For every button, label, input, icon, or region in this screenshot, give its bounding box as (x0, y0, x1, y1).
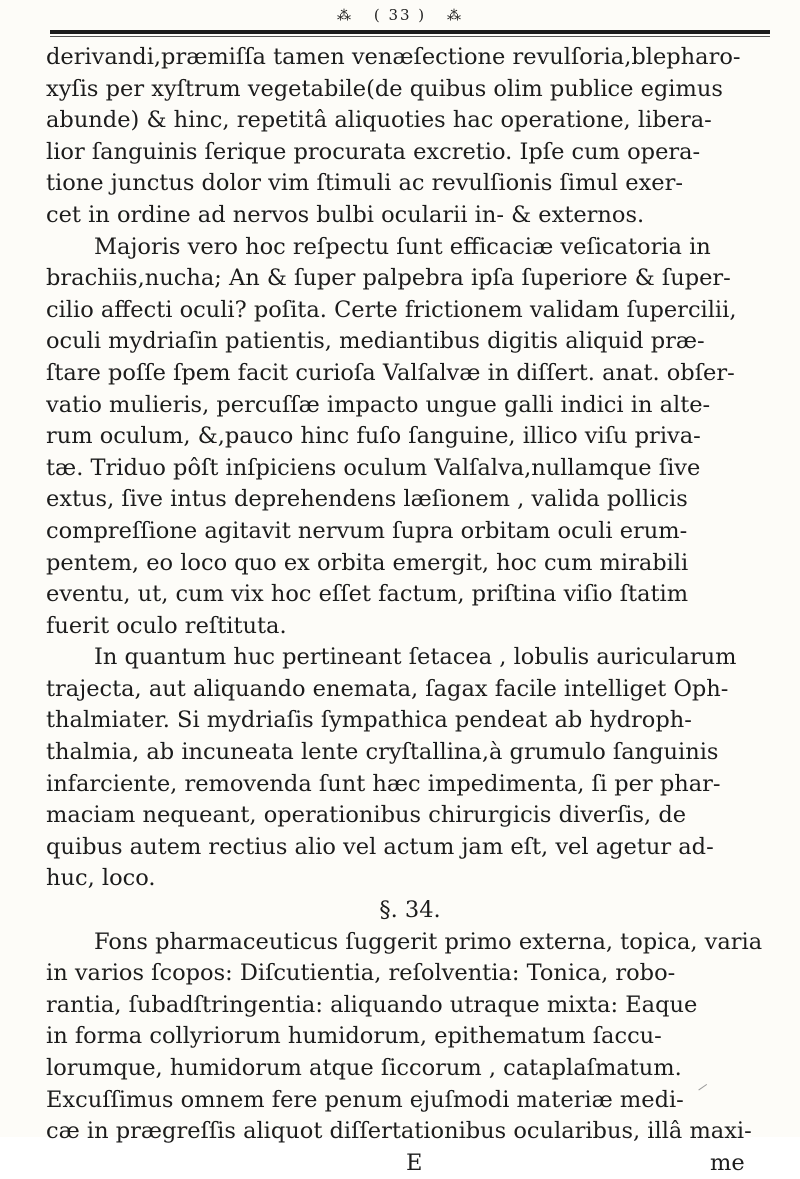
text-line: extus, ſive intus deprehendens læſionem , valida pollicis (46, 486, 688, 513)
text-line: eventu, ut, cum vix hoc eſſet factum, priſtina viſio ſtatim (46, 581, 689, 608)
text-line: Majoris vero hoc reſpectu ſunt efficaciæ veſicatoria in (94, 233, 711, 260)
text-line: in forma collyriorum humidorum, epithematum ſaccu- (46, 1023, 662, 1050)
catchword: me (710, 1149, 745, 1176)
signature-mark: E (406, 1149, 423, 1176)
header-rule (50, 30, 770, 34)
text-line: cilio affecti oculi? poſita. Certe frictionem validam ſupercilii, (46, 296, 737, 323)
text-line: pentem, eo loco quo ex orbita emergit, hoc cum mirabili (46, 549, 689, 576)
text-line: rum oculum, &,pauco hinc fuſo ſanguine, illico viſu priva- (46, 423, 701, 450)
text-line: thalmia, ab incuneata lente cryſtallina,à grumulo ſanguinis (46, 739, 719, 766)
text-line: maciam nequeant, operationibus chirurgicis diverſis, de (46, 802, 687, 829)
text-line: huc, loco. (46, 865, 156, 892)
text-line: Fons pharmaceuticus ſuggerit primo externa, topica, varia (94, 928, 763, 955)
text-line: rantia, ſubadſtringentia: aliquando utraque mixta: Eaque (46, 991, 698, 1018)
text-line: tione junctus dolor vim ſtimuli ac revulſionis ſimul exer- (46, 170, 683, 197)
text-line: oculi mydriaſin patientis, mediantibus digitis aliquid præ- (46, 328, 705, 355)
running-head (0, 6, 800, 24)
text-line: trajecta, aut aliquando enemata, ſagax facile intelliget Oph- (46, 675, 729, 702)
footer-line (46, 1148, 774, 1179)
text-line: vatio mulieris, percuſſæ impacto ungue galli indici in alte- (46, 391, 711, 418)
text-line: compreſſione agitavit nervum ſupra orbitam oculi erum- (46, 517, 688, 544)
text-line: xyſis per xyſtrum vegetabile(de quibus olim publice egimus (46, 75, 723, 102)
ornament-left-icon: ⁂ (337, 8, 354, 24)
text-line: brachiis,nucha; An & ſuper palpebra ipſa ſuperiore & ſuper- (46, 265, 731, 292)
text-line: cæ in prægreſſis aliquot diſſertationibus ocularibus, illâ maxi- (46, 1118, 752, 1145)
text-line: lior ſanguinis ſerique procurata excretio. Ipſe cum opera- (46, 138, 701, 165)
text-line: ſtare poſſe ſpem facit curioſa Valſalvæ in diſſert. anat. obſer- (46, 359, 735, 386)
text-line: in varios ſcopos: Diſcutientia, reſolventia: Tonica, robo- (46, 960, 676, 987)
page-number: ( 33 ) (373, 6, 427, 24)
text-line: lorumque, humidorum atque ſiccorum , cataplaſmatum. (46, 1055, 682, 1081)
text-line: Excuſſimus omnem fere penum ejuſmodi materiæ medi- (46, 1086, 684, 1113)
text-line: derivandi,præmiſſa tamen venæſectione revulſoria,blepharo- (46, 44, 741, 70)
text-line: In quantum huc pertineant ſetacea , lobulis auricularum (94, 644, 737, 671)
text-line: abunde) & hinc, repetitâ aliquoties hac operatione, libera- (46, 107, 712, 134)
text-line: tæ. Triduo pôſt inſpiciens oculum Valſalva,nullamque ſive (46, 454, 701, 481)
ornament-right-icon: ⁂ (446, 8, 463, 24)
text-line: infarciente, removenda ſunt hæc impedimenta, ſi per phar- (46, 770, 721, 797)
text-line: thalmiater. Si mydriaſis ſympathica pendeat ab hydroph- (46, 707, 692, 734)
header-rule-thin (50, 36, 770, 37)
text-line: quibus autem rectius alio vel actum jam eſt, vel agetur ad- (46, 833, 714, 860)
body-text (46, 42, 774, 1179)
text-line: fuerit oculo reſtituta. (46, 612, 287, 639)
text-line: cet in ordine ad nervos bulbi ocularii in- & externos. (46, 201, 645, 228)
section-number: §. 34. (379, 897, 441, 924)
